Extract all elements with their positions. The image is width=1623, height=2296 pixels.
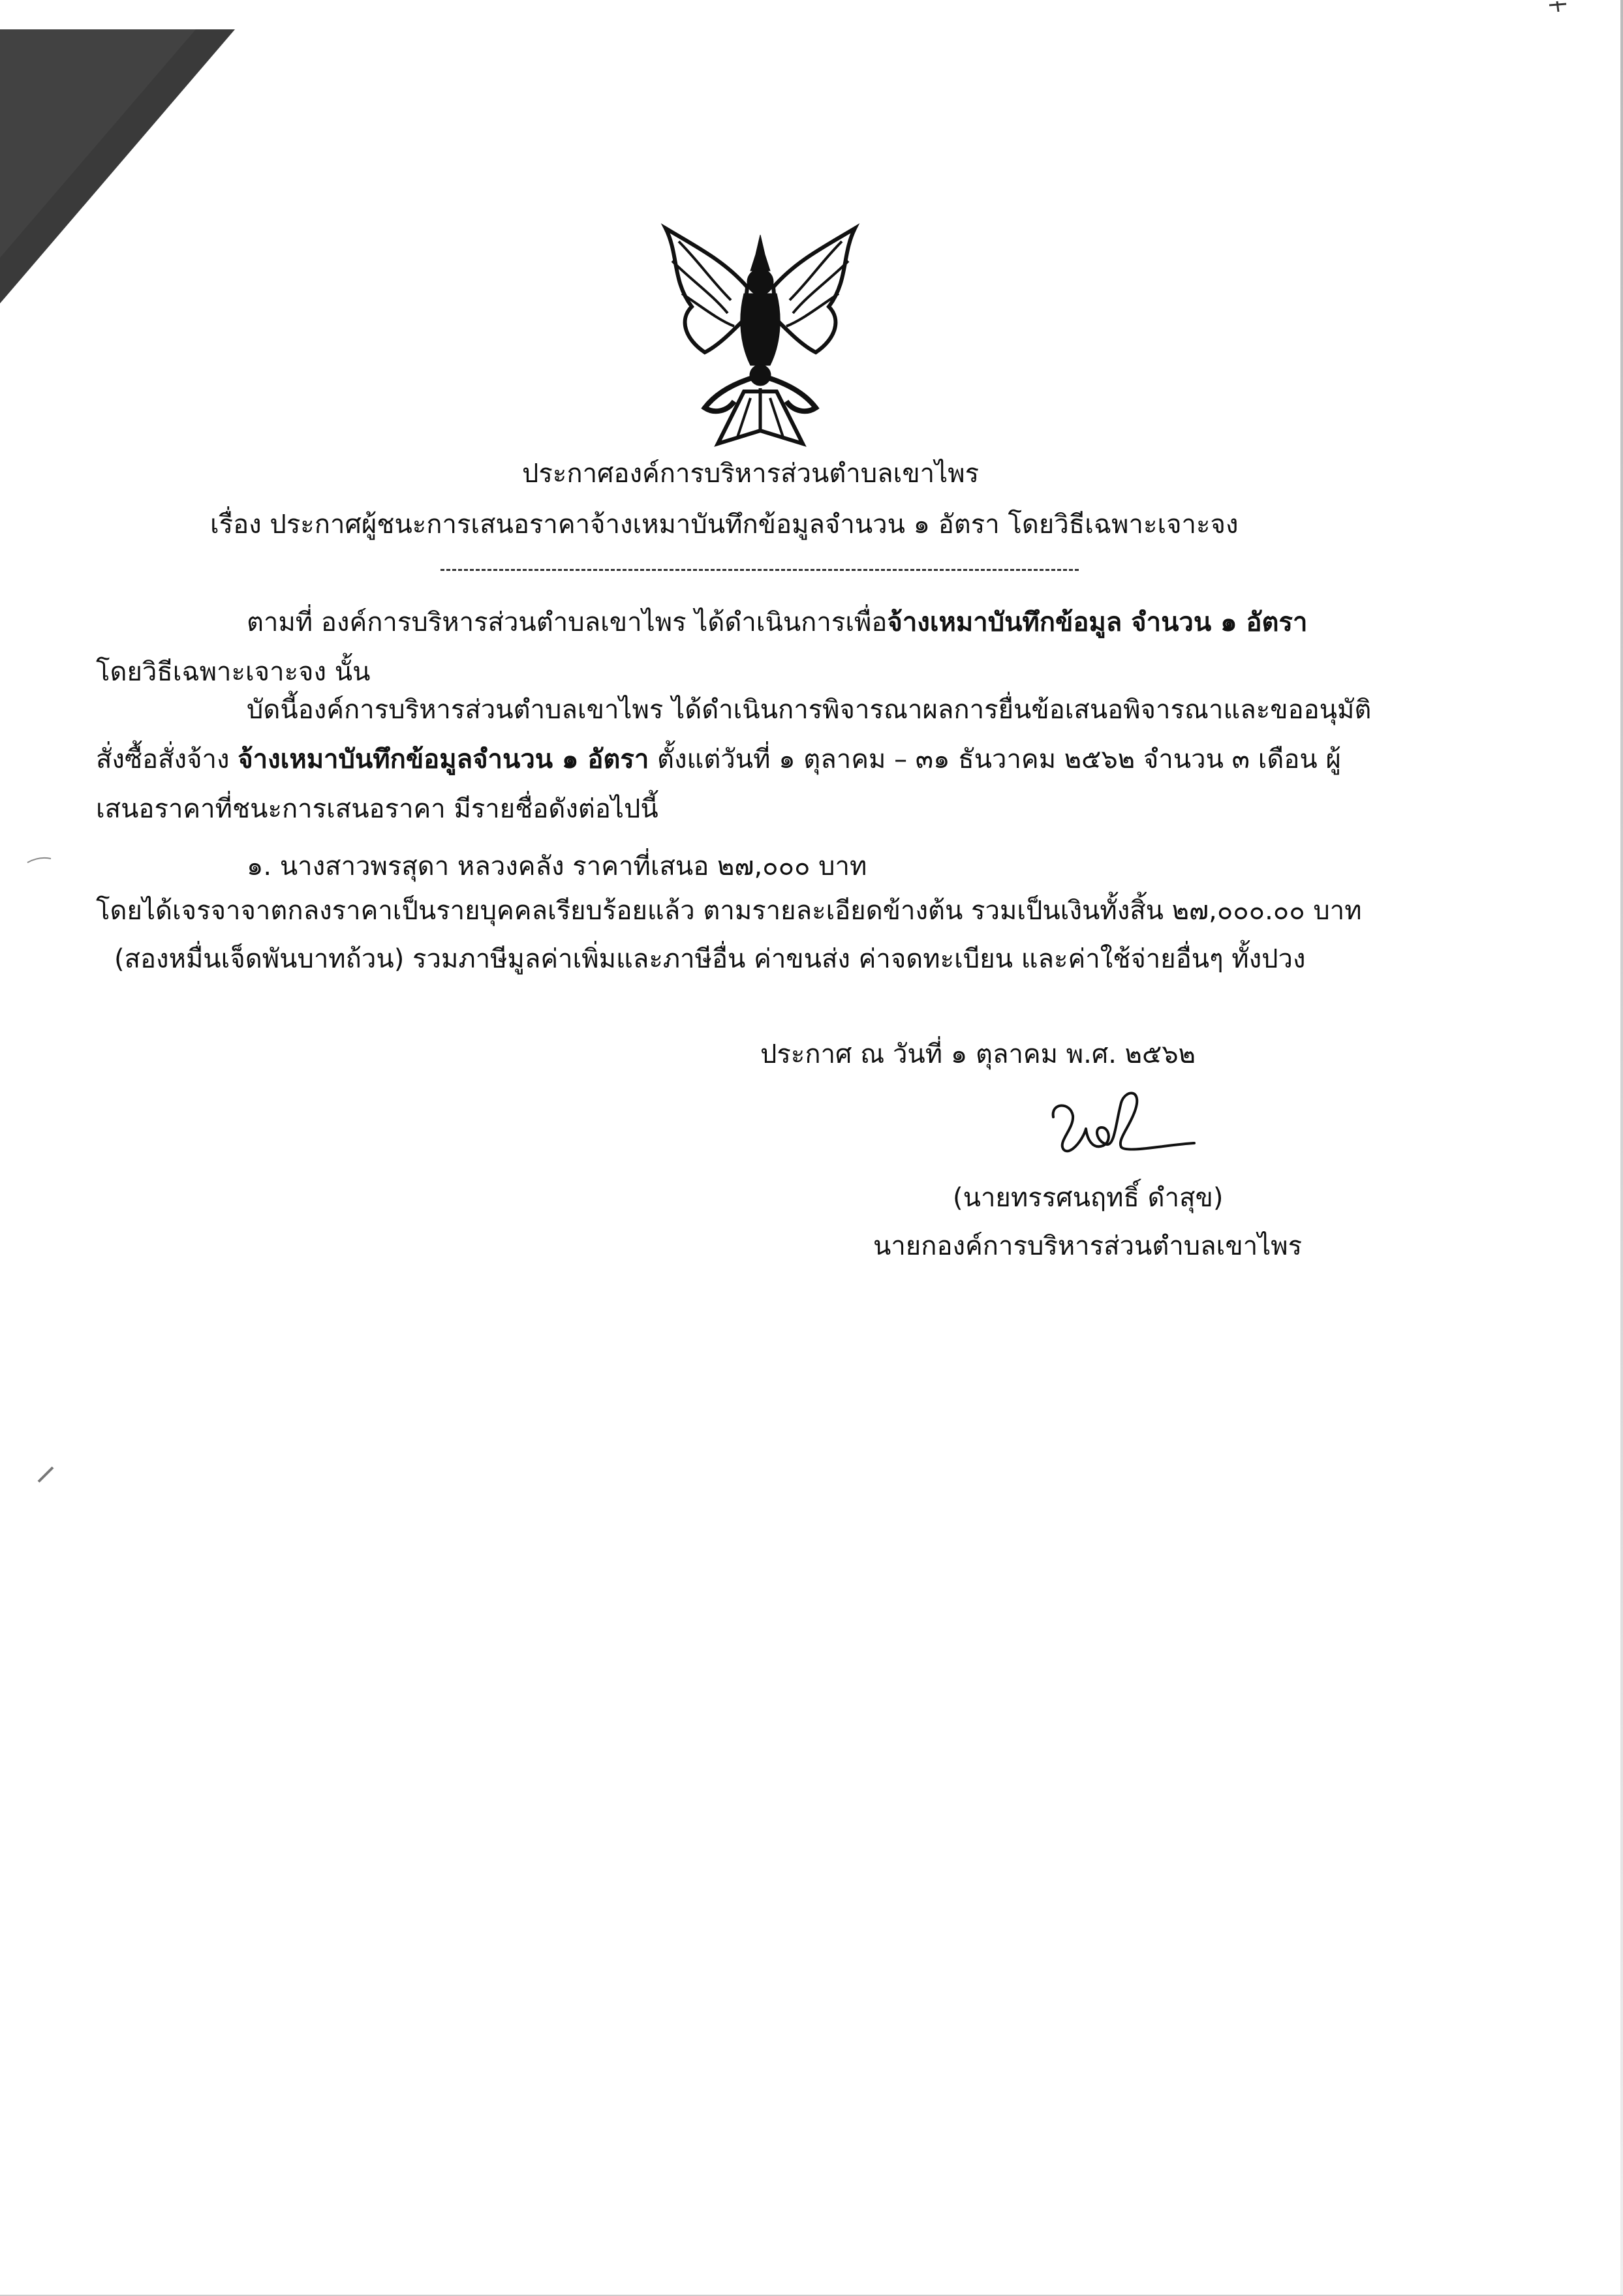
scan-speck (26, 853, 52, 866)
scan-edge-right (1620, 0, 1623, 2296)
org-title: ประกาศองค์การบริหารส่วนตำบลเขาไพร (522, 459, 980, 489)
garuda-emblem (653, 222, 868, 447)
scan-speck (36, 1465, 55, 1484)
paragraph-1-line-1 (247, 604, 1307, 641)
paragraph-2-line-2 (96, 741, 1341, 778)
paragraph-2-line-1: บัดนี้องค์การบริหารส่วนตำบลเขาไพร ได้ดำเนินการพิจารณาผลการยื่นข้อเสนอพิจารณาและขออนุมัติ (247, 695, 1372, 725)
signature (1044, 1077, 1201, 1174)
p1-text: ตามที่ องค์การบริหารส่วนตำบลเขาไพร ได้ดำเนินการเพื่อ (247, 607, 888, 637)
winner-list-item: ๑. นางสาวพรสุดา หลวงคลัง ราคาที่เสนอ ๒๗,๐๐๐ บาท (247, 851, 867, 881)
p2-bold-text: จ้างเหมาบันทึกข้อมูลจำนวน ๑ อัตรา (238, 744, 649, 774)
subject-line: เรื่อง ประกาศผู้ชนะการเสนอราคาจ้างเหมาบันทึกข้อมูลจำนวน ๑ อัตรา โดยวิธีเฉพาะเจาะจง (210, 510, 1239, 540)
signer-name: (นายทรรศนฤทธิ์ ดำสุข) (953, 1183, 1224, 1213)
scan-speck (1548, 0, 1568, 13)
divider (441, 569, 1079, 571)
paragraph-3-line-2: (สองหมื่นเจ็ดพันบาทถ้วน) รวมภาษีมูลค่าเพิ่มและภาษีอื่น ค่าขนส่ง ค่าจดทะเบียน และค่าใช้จ่ายอื่นๆ ทั้งปวง (114, 944, 1306, 974)
p1-bold-text: จ้างเหมาบันทึกข้อมูล จำนวน ๑ อัตรา (887, 607, 1308, 637)
paragraph-2-line-3: เสนอราคาที่ชนะการเสนอราคา มีรายชื่อดังต่อไปนี้ (96, 794, 658, 824)
announce-date: ประกาศ ณ วันที่ ๑ ตุลาคม พ.ศ. ๒๕๖๒ (760, 1039, 1196, 1069)
p2-text-a: สั่งซื้อสั่งจ้าง (96, 744, 238, 774)
p2-text-c: ตั้งแต่วันที่ ๑ ตุลาคม – ๓๑ ธันวาคม ๒๕๖๒ จำนวน ๓ เดือน ผู้ (649, 744, 1341, 774)
scan-corner-shadow (0, 29, 235, 303)
paragraph-3-line-1: โดยได้เจรจาจาตกลงราคาเป็นรายบุคคลเรียบร้อยแล้ว ตามรายละเอียดข้างต้น รวมเป็นเงินทั้งสิ้น ๒๗,๐๐๐.๐๐ บาท (96, 896, 1362, 926)
signer-title: นายกองค์การบริหารส่วนตำบลเขาไพร (873, 1231, 1303, 1261)
paragraph-1-line-2: โดยวิธีเฉพาะเจาะจง นั้น (96, 657, 371, 687)
